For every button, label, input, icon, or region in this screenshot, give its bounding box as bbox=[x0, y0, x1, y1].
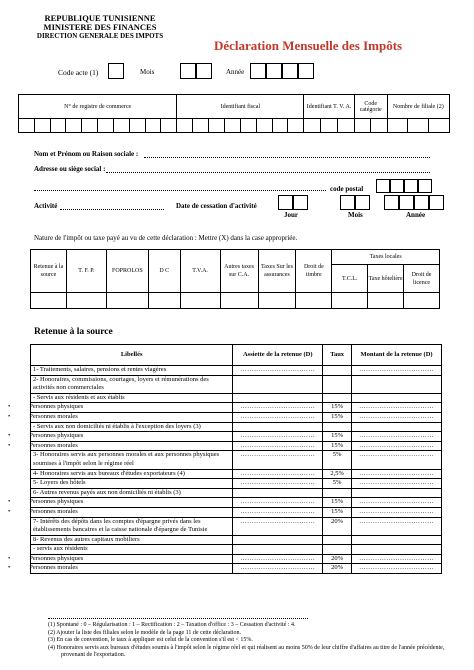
retenue-libelle-text: - Servis aux résidents et aux établis bbox=[33, 393, 125, 401]
nom-label: Nom et Prénom ou Raison sociale : bbox=[34, 150, 139, 158]
retenue-libelle bbox=[8, 507, 233, 517]
taux-cell: 20% bbox=[323, 564, 352, 574]
footnote-4: (4) Honoraires servis aux bureaux d'études soumis à l'impôt selon le régime réel et qui réalisent au moins 50% de leur chiffre d'affaires au titre de l'année précédente, provenant de l'exportation. bbox=[48, 644, 445, 658]
retenue-libelle-text: 3- Honoraires servis aux personnes morales et aux personnes physiques soumises à l'impôt selon le régime réel bbox=[33, 451, 220, 467]
montant-cell[interactable] bbox=[352, 375, 442, 393]
form-title: Déclaration Mensuelle des Impôts bbox=[214, 38, 403, 53]
assiette-cell[interactable] bbox=[233, 422, 323, 432]
taux-cell bbox=[323, 375, 352, 393]
retenue-libelle bbox=[31, 375, 233, 393]
assiette-cell[interactable]: …………………………… bbox=[233, 432, 323, 442]
retenue-libelle-text: Personnes physiques bbox=[29, 403, 84, 411]
retenue-libelle-text: 5- Loyers des hôtels bbox=[33, 479, 86, 487]
retenue-libelle bbox=[8, 554, 233, 564]
retenue-libelle-text: Personnes physiques bbox=[29, 432, 84, 440]
nat-check-cell[interactable] bbox=[220, 293, 258, 309]
cessation-mois-box-2[interactable] bbox=[355, 195, 370, 210]
assiette-cell[interactable]: …………………………… bbox=[233, 366, 323, 376]
retenue-libelle bbox=[8, 498, 233, 508]
retenue-row bbox=[31, 469, 442, 479]
nat-col-tfp: T. F. P. bbox=[66, 250, 106, 293]
reg-cell[interactable] bbox=[256, 119, 272, 133]
retenue-libelle bbox=[31, 488, 233, 498]
reg-cell[interactable] bbox=[408, 119, 429, 133]
reg-cell[interactable] bbox=[338, 119, 355, 133]
annee-box-4[interactable] bbox=[298, 63, 314, 79]
assiette-cell[interactable] bbox=[233, 375, 323, 393]
mois-box-1[interactable] bbox=[180, 63, 196, 79]
retenue-row bbox=[31, 366, 442, 376]
retenue-libelle-text: Personnes morales bbox=[29, 507, 78, 515]
annee-label: Année bbox=[226, 68, 245, 76]
cessation-annee-box-2[interactable] bbox=[399, 195, 414, 210]
cessation-label: Date de cessation d'activité bbox=[176, 202, 257, 210]
assiette-cell[interactable]: …………………………… bbox=[233, 451, 323, 469]
taux-cell: 20% bbox=[323, 554, 352, 564]
retenue-libelle bbox=[31, 535, 233, 545]
assiette-cell[interactable] bbox=[233, 488, 323, 498]
montant-cell[interactable] bbox=[352, 393, 442, 403]
annee-box-1[interactable] bbox=[250, 63, 266, 79]
code-postal-label: code postal bbox=[330, 185, 364, 193]
retenue-libelle-text: - servis aux résidents bbox=[33, 545, 88, 553]
retenue-libelle bbox=[8, 403, 233, 413]
reg-cell[interactable] bbox=[193, 119, 209, 133]
retenue-row bbox=[31, 535, 442, 545]
taux-cell bbox=[323, 366, 352, 376]
footnotes bbox=[48, 622, 468, 660]
nat-taxes-locales: Taxes locales bbox=[332, 250, 440, 265]
reg-cell[interactable] bbox=[272, 119, 288, 133]
activite-label: Activité bbox=[34, 202, 58, 210]
retenue-title: Retenue à la source bbox=[34, 327, 113, 337]
bullet-icon: • bbox=[8, 403, 11, 411]
taux-cell: 2,5% bbox=[323, 469, 352, 479]
header-line-3: DIRECTION GENERALE DES IMPOTS bbox=[36, 32, 164, 40]
taux-cell: 15% bbox=[323, 432, 352, 442]
retenue-row bbox=[31, 564, 442, 574]
cessation-mois-box-1[interactable] bbox=[340, 195, 355, 210]
col-assiette: Assiette de la retenue (D) bbox=[233, 345, 323, 366]
montant-cell[interactable]: …………………………… bbox=[352, 403, 442, 413]
assiette-cell[interactable]: …………………………… bbox=[233, 554, 323, 564]
nat-check-cell[interactable] bbox=[148, 293, 180, 309]
footnote-2: (2) Ajouter la liste des filiales selon le modèle de la page 11 de cette déclaration. bbox=[48, 629, 242, 636]
activite-field[interactable] bbox=[60, 209, 164, 210]
assiette-cell[interactable]: …………………………… bbox=[233, 412, 323, 422]
registry-table bbox=[18, 94, 450, 133]
retenue-libelle bbox=[31, 517, 233, 535]
reg-cell[interactable] bbox=[304, 119, 321, 133]
assiette-cell[interactable]: …………………………… bbox=[233, 441, 323, 451]
code-postal-box-4[interactable] bbox=[418, 179, 432, 193]
retenue-row bbox=[31, 488, 442, 498]
retenue-row bbox=[31, 554, 442, 564]
nat-check-cell[interactable] bbox=[31, 293, 67, 309]
bullet-icon: • bbox=[8, 564, 11, 572]
retenue-libelle bbox=[31, 479, 233, 489]
taux-cell bbox=[323, 545, 352, 555]
retenue-libelle bbox=[8, 441, 233, 451]
retenue-row bbox=[31, 507, 442, 517]
reg-cell[interactable] bbox=[82, 119, 98, 133]
assiette-cell[interactable]: …………………………… bbox=[233, 498, 323, 508]
code-categorie-header: Code catégorie bbox=[354, 95, 387, 119]
nat-check-cell[interactable] bbox=[368, 293, 404, 309]
reg-cell[interactable] bbox=[387, 119, 408, 133]
reg-cell[interactable] bbox=[354, 119, 370, 133]
bullet-icon: • bbox=[8, 432, 11, 440]
cessation-annee-box-3[interactable] bbox=[414, 195, 429, 210]
reg-cell[interactable] bbox=[240, 119, 256, 133]
retenue-libelle bbox=[31, 422, 233, 432]
montant-cell[interactable]: …………………………… bbox=[352, 564, 442, 574]
header-line-1: REPUBLIQUE TUNISIENNE bbox=[44, 13, 156, 23]
nature-checkbox-row bbox=[31, 293, 440, 309]
reg-cell[interactable] bbox=[224, 119, 240, 133]
taux-cell: 15% bbox=[323, 507, 352, 517]
retenue-row bbox=[31, 432, 442, 442]
retenue-libelle bbox=[31, 469, 233, 479]
retenue-libelle-text: 1- Traitements, salaires, pensions et rentes viagères bbox=[33, 366, 167, 373]
retenue-libelle-text: 7- Intérêts des dépôts dans les comptes d'épargne privés dans les établissements bancaires et la caisse nationale d'épargne de Tunisie bbox=[33, 517, 208, 534]
retenue-libelle-text: 8- Revenus des autres capitaux mobiliers bbox=[33, 535, 140, 543]
retenue-libelle bbox=[8, 432, 233, 442]
mois-label: Mois bbox=[140, 68, 155, 76]
mois-caption: Mois bbox=[348, 211, 363, 219]
retenue-libelle bbox=[31, 366, 233, 376]
nat-check-cell[interactable] bbox=[180, 293, 220, 309]
col-montant: Montant de la retenue (D) bbox=[352, 345, 442, 366]
annee-box-3[interactable] bbox=[282, 63, 298, 79]
bullet-icon: • bbox=[8, 554, 11, 562]
assiette-cell[interactable]: …………………………… bbox=[233, 479, 323, 489]
code-postal-box-3[interactable] bbox=[404, 179, 418, 193]
annee-caption: Année bbox=[406, 211, 426, 219]
montant-cell[interactable] bbox=[352, 545, 442, 555]
identifiant-tva-header: Identifiant T. V. A. bbox=[304, 95, 354, 119]
nat-col-tva: T.V.A. bbox=[180, 250, 220, 293]
cessation-annee-box-1[interactable] bbox=[384, 195, 399, 210]
reg-cell[interactable] bbox=[161, 119, 177, 133]
assiette-cell[interactable]: …………………………… bbox=[233, 564, 323, 574]
retenue-row bbox=[31, 441, 442, 451]
montant-cell[interactable]: …………………………… bbox=[352, 432, 442, 442]
nat-check-cell[interactable] bbox=[404, 293, 440, 309]
adresse-field[interactable] bbox=[106, 172, 430, 173]
retenue-libelle bbox=[31, 393, 233, 403]
taux-cell: 5% bbox=[323, 451, 352, 469]
reg-cell[interactable] bbox=[321, 119, 338, 133]
retenue-libelle-text: Personnes morales bbox=[29, 441, 78, 449]
nat-check-cell[interactable] bbox=[258, 293, 296, 309]
cessation-annee-box-4[interactable] bbox=[429, 195, 444, 210]
reg-cell[interactable] bbox=[429, 119, 450, 133]
taux-cell bbox=[323, 393, 352, 403]
reg-cell[interactable] bbox=[145, 119, 161, 133]
reg-cell[interactable] bbox=[50, 119, 66, 133]
reg-cell[interactable] bbox=[177, 119, 193, 133]
montant-cell[interactable]: …………………………… bbox=[352, 412, 442, 422]
footnote-divider bbox=[48, 618, 308, 619]
montant-cell[interactable]: …………………………… bbox=[352, 507, 442, 517]
registre-commerce-header: N° de registre de commerce bbox=[19, 95, 177, 119]
identifiant-fiscal-header: Identifiant fiscal bbox=[177, 95, 304, 119]
bullet-icon: • bbox=[8, 412, 11, 420]
montant-cell[interactable]: …………………………… bbox=[352, 479, 442, 489]
montant-cell[interactable]: …………………………… bbox=[352, 469, 442, 479]
nat-col-tcl: T.C.L. bbox=[332, 265, 368, 293]
montant-cell[interactable]: …………………………… bbox=[352, 366, 442, 376]
retenue-row bbox=[31, 479, 442, 489]
retenue-libelle-text: 4- Honoraires servis aux bureaux d'études exportateurs (4) bbox=[33, 469, 185, 477]
assiette-cell[interactable]: …………………………… bbox=[233, 403, 323, 413]
nat-col-dc: D C bbox=[148, 250, 180, 293]
code-postal-box-1[interactable] bbox=[376, 179, 390, 193]
taux-cell: 20% bbox=[323, 517, 352, 535]
ministry-header bbox=[0, 14, 200, 41]
header-line-2: MINISTERE DES FINANCES bbox=[43, 22, 157, 32]
assiette-cell[interactable]: …………………………… bbox=[233, 517, 323, 535]
reg-cell[interactable] bbox=[66, 119, 82, 133]
assiette-cell[interactable] bbox=[233, 535, 323, 545]
bullet-icon: • bbox=[8, 498, 11, 506]
montant-cell[interactable]: …………………………… bbox=[352, 517, 442, 535]
jour-label: Jour bbox=[284, 211, 298, 219]
montant-cell[interactable]: …………………………… bbox=[352, 498, 442, 508]
retenue-row bbox=[31, 375, 442, 393]
taux-cell: 15% bbox=[323, 498, 352, 508]
nat-check-cell[interactable] bbox=[66, 293, 106, 309]
retenue-row bbox=[31, 422, 442, 432]
nat-col-assurances: Taxes Sur les assurances bbox=[258, 250, 296, 293]
nat-col-hoteliere: Taxe hôtelière bbox=[368, 265, 404, 293]
taux-cell: 5% bbox=[323, 479, 352, 489]
bullet-icon: • bbox=[8, 441, 11, 449]
cessation-jour-box-1[interactable] bbox=[278, 195, 293, 210]
montant-cell[interactable] bbox=[352, 422, 442, 432]
nom-field[interactable] bbox=[144, 157, 430, 158]
retenue-row bbox=[31, 498, 442, 508]
code-acte-label: Code acte (1) bbox=[58, 68, 99, 77]
taux-cell bbox=[323, 422, 352, 432]
montant-cell[interactable] bbox=[352, 535, 442, 545]
nat-col-licence: Droit de licence bbox=[404, 265, 440, 293]
assiette-cell[interactable] bbox=[233, 545, 323, 555]
retenue-libelle-text: Personnes physiques bbox=[29, 498, 84, 506]
retenue-libelle bbox=[31, 451, 233, 469]
taux-cell: 15% bbox=[323, 412, 352, 422]
footnote-1: (1) Spontané : 0 – Régularisation : 1 – Rectification : 2 – Taxation d'office : 3 – Cessation d'activité : 4. bbox=[48, 622, 296, 628]
code-acte-box[interactable] bbox=[108, 63, 124, 79]
registry-input-row bbox=[19, 119, 450, 133]
reg-cell[interactable] bbox=[371, 119, 387, 133]
retenue-rows bbox=[8, 366, 442, 574]
retenue-row bbox=[31, 393, 442, 403]
retenue-libelle-text: Personnes morales bbox=[29, 412, 78, 420]
retenue-libelle-text: 2- Honoraires, commissions, courtages, loyers et rémunérations des activités non commerciales bbox=[33, 375, 209, 392]
reg-cell[interactable] bbox=[98, 119, 114, 133]
nature-instructions: Nature de l'impôt ou taxe payé au vu de cette déclaration : Mettre (X) dans la case appropriée. bbox=[34, 234, 298, 242]
montant-cell[interactable]: …………………………… bbox=[352, 441, 442, 451]
retenue-libelle bbox=[8, 412, 233, 422]
annee-box-2[interactable] bbox=[266, 63, 282, 79]
nature-table bbox=[30, 249, 440, 309]
nat-check-cell[interactable] bbox=[296, 293, 332, 309]
retenue-libelle-text: Personnes physiques bbox=[29, 554, 84, 562]
reg-cell[interactable] bbox=[19, 119, 35, 133]
retenue-row bbox=[31, 403, 442, 413]
assiette-cell[interactable]: …………………………… bbox=[233, 507, 323, 517]
adresse-field-2[interactable] bbox=[34, 190, 326, 191]
nat-col-foprolos: FOPROLOS bbox=[106, 250, 148, 293]
taux-cell bbox=[323, 535, 352, 545]
retenue-libelle-text: 6- Autres revenus payés aux non domiciliés ni établis (3) bbox=[33, 488, 181, 496]
mois-box-2[interactable] bbox=[196, 63, 212, 79]
col-libelles: Libellés bbox=[31, 345, 233, 366]
assiette-cell[interactable]: …………………………… bbox=[233, 469, 323, 479]
bullet-icon: • bbox=[8, 507, 11, 515]
retenue-row bbox=[31, 517, 442, 535]
retenue-libelle-text: - Servis aux non domiciliés ni établis à l'exception des loyers (3) bbox=[33, 422, 201, 430]
nat-col-timbre: Droit de timbre bbox=[296, 250, 332, 293]
reg-cell[interactable] bbox=[113, 119, 129, 133]
retenue-row bbox=[31, 412, 442, 422]
montant-cell[interactable]: …………………………… bbox=[352, 451, 442, 469]
nat-col-retenue: Retenue à la source bbox=[31, 250, 67, 293]
retenue-row bbox=[31, 545, 442, 555]
reg-cell[interactable] bbox=[288, 119, 304, 133]
montant-cell[interactable] bbox=[352, 488, 442, 498]
taux-cell bbox=[323, 488, 352, 498]
retenue-libelle bbox=[8, 564, 233, 574]
retenue-libelle bbox=[31, 545, 233, 555]
nat-check-cell[interactable] bbox=[332, 293, 368, 309]
code-postal-box-2[interactable] bbox=[390, 179, 404, 193]
nombre-filiale-header: Nombre de filiale (2) bbox=[387, 95, 449, 119]
nat-check-cell[interactable] bbox=[106, 293, 148, 309]
assiette-cell[interactable] bbox=[233, 393, 323, 403]
taux-cell: 15% bbox=[323, 403, 352, 413]
col-taux: Taux bbox=[323, 345, 352, 366]
retenue-table bbox=[8, 344, 442, 574]
taux-cell: 15% bbox=[323, 441, 352, 451]
retenue-row bbox=[31, 451, 442, 469]
nat-col-autres: Autres taxes sur C.A. bbox=[220, 250, 258, 293]
montant-cell[interactable]: …………………………… bbox=[352, 554, 442, 564]
reg-cell[interactable] bbox=[129, 119, 145, 133]
retenue-libelle-text: Personnes morales bbox=[29, 564, 78, 572]
adresse-label: Adresse ou siège social : bbox=[34, 165, 106, 173]
cessation-jour-box-2[interactable] bbox=[293, 195, 308, 210]
reg-cell[interactable] bbox=[209, 119, 225, 133]
footnote-3: (3) En cas de convention, le taux à appliquer est celui de la convention s'il est < 15%. bbox=[48, 637, 253, 643]
reg-cell[interactable] bbox=[34, 119, 50, 133]
